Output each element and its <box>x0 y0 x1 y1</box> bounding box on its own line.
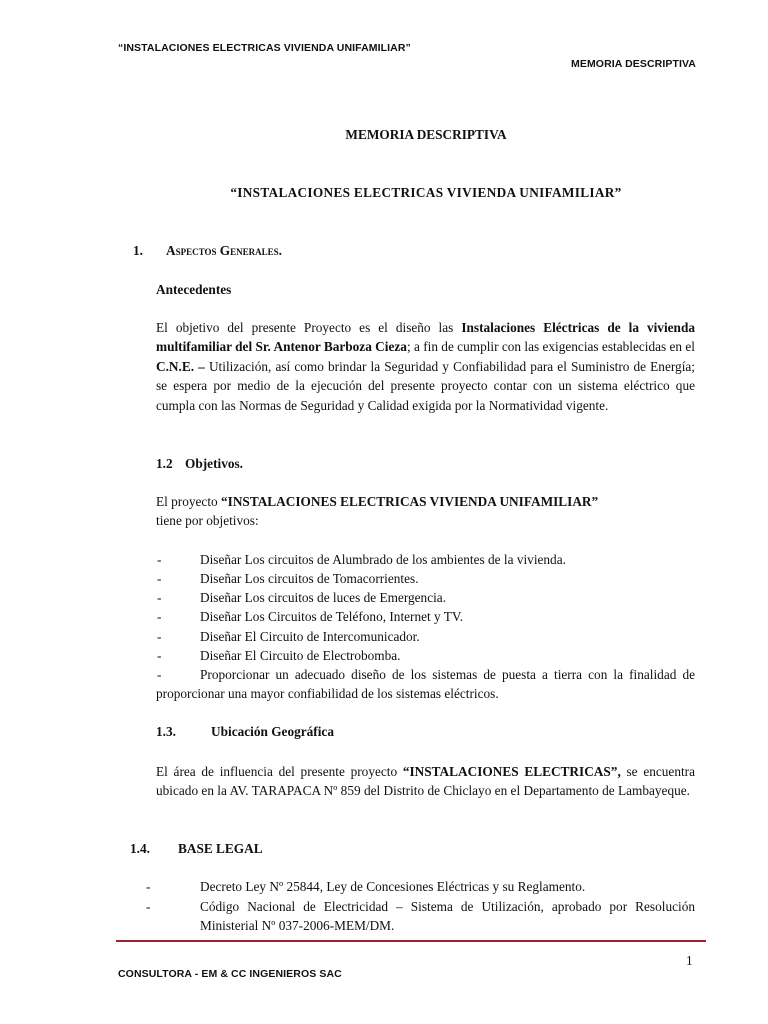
antecedentes-paragraph: El objetivo del presente Proyecto es el diseño las Instalaciones Eléctricas de la vivienda multifamiliar del Sr. Antenor Barboza Cieza; a fin de cumplir con las exigencias establecidas en el C.N.E. – Utilización, así como brindar la Seguridad y Confiabilidad para el Suministro de Energía; se espera por medio de la ejecución del presente proyecto contar con un sistema eléctrico que cumpla con las Normas de Seguridad y Calidad exigida por la Normatividad vigente. <box>156 320 695 413</box>
list-item-marker: - <box>157 629 162 644</box>
list-item-marker: - <box>157 590 162 605</box>
list-item-marker: - <box>157 609 162 624</box>
section-1-number: 1. <box>133 243 143 258</box>
footer-company: CONSULTORA - EM & CC INGENIEROS SAC <box>118 968 342 980</box>
list-item: Diseñar Los circuitos de Tomacorrientes. <box>200 571 419 586</box>
section-1-3-heading: Ubicación Geográfica <box>211 724 334 739</box>
section-1-heading: Aspectos Generales. <box>166 243 282 258</box>
section-1-4-heading: BASE LEGAL <box>178 841 263 856</box>
list-item: Diseñar Los Circuitos de Teléfono, Internet y TV. <box>200 609 464 624</box>
footer-divider <box>116 940 706 942</box>
list-item: Diseñar El Circuito de Intercomunicador. <box>200 629 420 644</box>
page-title: MEMORIA DESCRIPTIVA <box>345 127 507 142</box>
objetivos-intro: El proyecto “INSTALACIONES ELECTRICAS VIVIENDA UNIFAMILIAR” tiene por objetivos: <box>156 494 599 529</box>
header-left-title: “INSTALACIONES ELECTRICAS VIVIENDA UNIFAMILIAR” <box>118 42 411 54</box>
section-1-2-number: 1.2 <box>156 456 173 471</box>
page-number: 1 <box>686 953 693 968</box>
list-item-marker: - <box>146 899 151 914</box>
list-item-marker: - <box>157 571 162 586</box>
list-item-marker: - <box>157 667 162 682</box>
header-right-title: MEMORIA DESCRIPTIVA <box>571 58 696 70</box>
ubicacion-paragraph: El área de influencia del presente proyecto “INSTALACIONES ELECTRICAS”, se encuentra ubicado en la AV. TARAPACA Nº 859 del Distrito de Chiclayo en el Departamento de Lambayeque. <box>156 764 695 799</box>
list-item: Proporcionar un adecuado diseño de los sistemas de puesta a tierra con la finalidad de proporcionar una mayor confiabilidad de los sistemas eléctricos. <box>156 667 695 702</box>
page-subtitle: “INSTALACIONES ELECTRICAS VIVIENDA UNIFAMILIAR” <box>230 185 622 200</box>
list-item: Decreto Ley Nº 25844, Ley de Concesiones Eléctricas y su Reglamento. <box>200 879 586 894</box>
section-1-3-number: 1.3. <box>156 724 176 739</box>
list-item: Diseñar El Circuito de Electrobomba. <box>200 648 401 663</box>
antecedentes-heading: Antecedentes <box>156 282 232 297</box>
section-1-2-heading: Objetivos. <box>185 456 243 471</box>
list-item: Diseñar Los circuitos de Alumbrado de los ambientes de la vivienda. <box>200 552 566 567</box>
list-item-marker: - <box>157 648 162 663</box>
list-item: Código Nacional de Electricidad – Sistema de Utilización, aprobado por Resolución Ministerial Nº 037-2006-MEM/DM. <box>200 899 695 934</box>
section-1-4-number: 1.4. <box>130 841 150 856</box>
list-item: Diseñar Los circuitos de luces de Emergencia. <box>200 590 447 605</box>
list-item-marker: - <box>146 879 151 894</box>
list-item-marker: - <box>157 552 162 567</box>
